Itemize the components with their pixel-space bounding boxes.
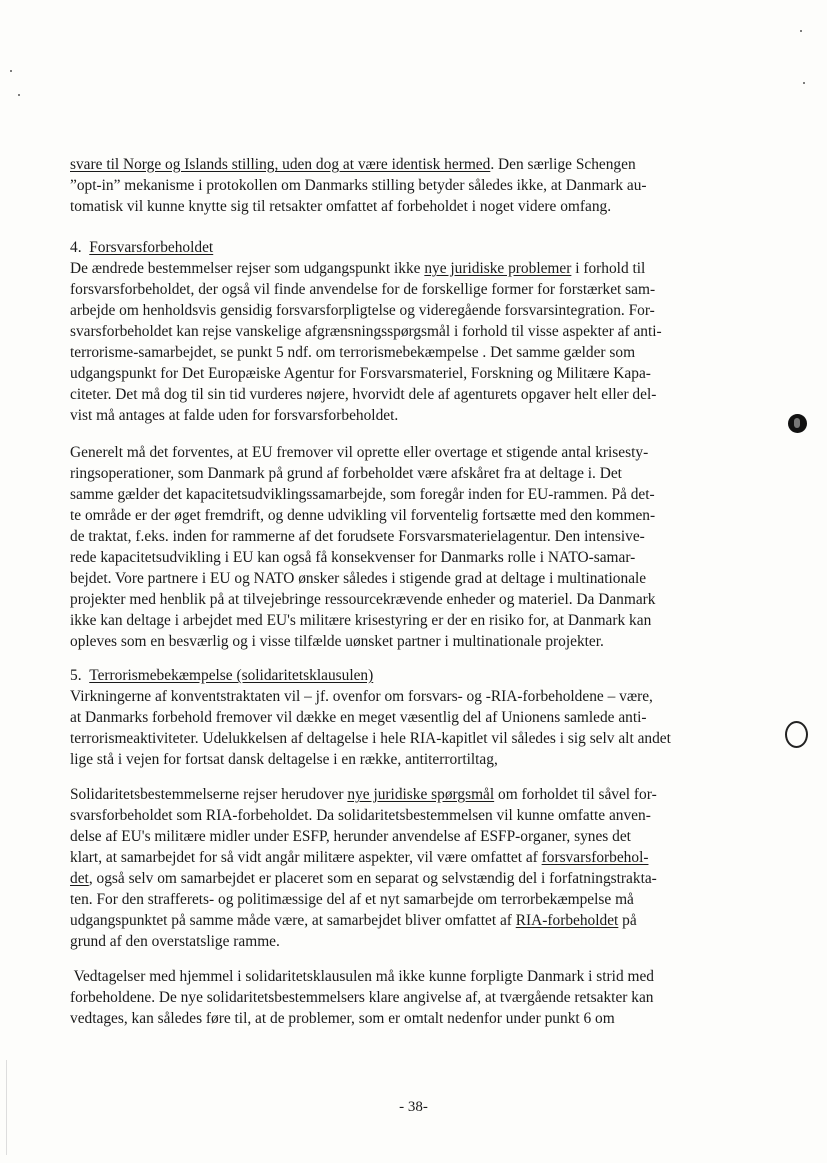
section-5: [70, 665, 740, 770]
text-line: Solidaritetsbestemmelserne rejser herudover nye juridiske spørgsmål om forholdet til såvel for-: [70, 786, 657, 803]
text-line: lige stå i vejen for fortsat dansk deltagelse i en række, antiterrortiltag,: [70, 751, 498, 768]
text-line: ten. For den strafferets- og politimæssige del af et nyt samarbejde om terrorbekæmpelse må: [70, 891, 634, 908]
scan-speck: [803, 82, 805, 84]
text-line: Vedtagelser med hjemmel i solidaritetsklausulen må ikke kunne forpligte Danmark i strid med: [70, 968, 654, 985]
text-line: ”opt-in” mekanisme i protokollen om Danmarks stilling betyder således ikke, at Danmark au-: [70, 177, 647, 194]
text-line: arbejde om henholdsvis gensidig forsvarsforpligtelse og videregående forsvarsintegration. For-: [70, 302, 655, 319]
scan-speck: [800, 30, 802, 32]
text-line: vist må antages at falde uden for forsvarsforbeholdet.: [70, 407, 399, 424]
text-line: projekter med henblik på at tilvejebringe ressourcekrævende enheder og materiel. Da Danmark: [70, 591, 656, 608]
paragraph-solidarity: [70, 784, 740, 952]
text-line: udgangspunktet på samme måde være, at samarbejdet bliver omfattet af RIA-forbeholdet på: [70, 912, 637, 929]
text-line: forbeholdene. De nye solidaritetsbestemmelsers klare angivelse af, at tværgående retsakter kan: [70, 989, 654, 1006]
text-line: delse af EU's militære midler under ESFP, herunder anvendelse af ESFP-organer, synes det: [70, 828, 631, 845]
text-line: klart, at samarbejdet for så vidt angår militære aspekter, vil være omfattet af forsvarsforbehol-: [70, 849, 649, 866]
text-line: det, også selv om samarbejdet er placeret som en separat og selvstændig del i forfatningstrakta-: [70, 870, 657, 887]
text-line: ikke kan deltage i arbejdet med EU's militære krisestyring er der en risiko for, at Danmark kan: [70, 612, 652, 629]
underlined-phrase: RIA-forbeholdet: [515, 912, 619, 929]
text-line: citeter. Det må dog til sin tid vurderes nøjere, hvorvidt dele af agenturets opgaver helt eller del-: [70, 386, 657, 403]
text-line: at Danmarks forbehold fremover vil dække en meget væsentlig del af Unionens samlede anti-: [70, 709, 647, 726]
section-title: Terrorismebekæmpelse (solidaritetsklausulen): [89, 667, 374, 684]
text-line: Generelt må det forventes, at EU fremover vil oprette eller overtage et stigende antal krisesty-: [70, 444, 649, 461]
section-heading: 4. Forsvarsforbeholdet: [70, 239, 214, 256]
section-heading: 5. Terrorismebekæmpelse (solidaritetsklausulen): [70, 667, 374, 684]
paragraph-crisis-management: [70, 442, 740, 652]
underlined-phrase: nye juridiske spørgsmål: [347, 786, 495, 803]
text-line: rede kapacitetsudvikling i EU kan også få konsekvenser for Danmarks rolle i NATO-samar-: [70, 549, 636, 566]
text-line: svare til Norge og Islands stilling, uden dog at være identisk hermed. Den særlige Schengen: [70, 156, 636, 173]
text-line: De ændrede bestemmelser rejser som udgangspunkt ikke nye juridiske problemer i forhold til: [70, 260, 646, 277]
page-number: - 38-: [399, 1099, 428, 1115]
text-line: udgangspunkt for Det Europæiske Agentur for Forsvarsmateriel, Forskning og Militære Kapa-: [70, 365, 651, 382]
punch-hole-filled-icon: [788, 414, 807, 433]
text-line: grund af den overstatslige ramme.: [70, 933, 280, 950]
underlined-phrase: svare til Norge og Islands stilling, uden dog at være identisk hermed: [70, 156, 491, 173]
underlined-phrase: det: [70, 870, 89, 887]
paragraph-intro: [70, 154, 740, 217]
text-line: Virkningerne af konventstraktaten vil – jf. ovenfor om forsvars- og -RIA-forbeholdene – være,: [70, 688, 653, 705]
text-line: terrorismeaktiviteter. Udelukkelsen af deltagelse i hele RIA-kapitlet vil således i sig selv alt andet: [70, 730, 671, 747]
text-line: svarsforbeholdet som RIA-forbeholdet. Da solidaritetsbestemmelsen vil kunne omfatte anven-: [70, 807, 651, 824]
text-line: de traktat, f.eks. inden for rammerne af det forudsete Forsvarsmaterielagentur. Den intensive-: [70, 528, 645, 545]
text-line: ringsoperationer, som Danmark på grund af forbeholdet være afskåret fra at deltage i. Det: [70, 465, 622, 482]
text-line: te område er der øget fremdrift, og denne udvikling vil forventelig fortsætte med den kommen-: [70, 507, 656, 524]
text-line: vedtages, kan således føre til, at de problemer, som er omtalt nedenfor under punkt 6 om: [70, 1010, 615, 1027]
text-line: samme gælder det kapacitetsudviklingssamarbejde, som foregår inden for EU-rammen. På det-: [70, 486, 655, 503]
text-line: svarsforbeholdet kan rejse vanskelige afgrænsningsspørgsmål i forhold til visse aspekter af anti-: [70, 323, 662, 340]
text-line: terrorisme-samarbejdet, se punkt 5 ndf. om terrorismebekæmpelse . Det samme gælder som: [70, 344, 636, 361]
text-line: opleves som en besværlig og i visse tilfælde uønsket partner i multinationale projekter.: [70, 633, 604, 650]
punch-hole-icon: [785, 721, 808, 748]
paragraph-decisions: [70, 966, 740, 1029]
text-line: forsvarsforbeholdet, der også vil finde anvendelse for de forskellige former for forstærket sam-: [70, 281, 656, 298]
underlined-phrase: nye juridiske problemer: [424, 260, 572, 277]
underlined-phrase: forsvarsforbehol-: [541, 849, 649, 866]
section-title: Forsvarsforbeholdet: [89, 239, 214, 256]
scan-speck: [18, 94, 20, 96]
section-4: [70, 237, 740, 426]
scan-speck: [10, 70, 12, 72]
text-line: bejdet. Vore partnere i EU og NATO ønsker således i stigende grad at deltage i multinationale: [70, 570, 647, 587]
text-line: tomatisk vil kunne knytte sig til retsakter omfattet af forbeholdet i noget videre omfang.: [70, 198, 612, 215]
